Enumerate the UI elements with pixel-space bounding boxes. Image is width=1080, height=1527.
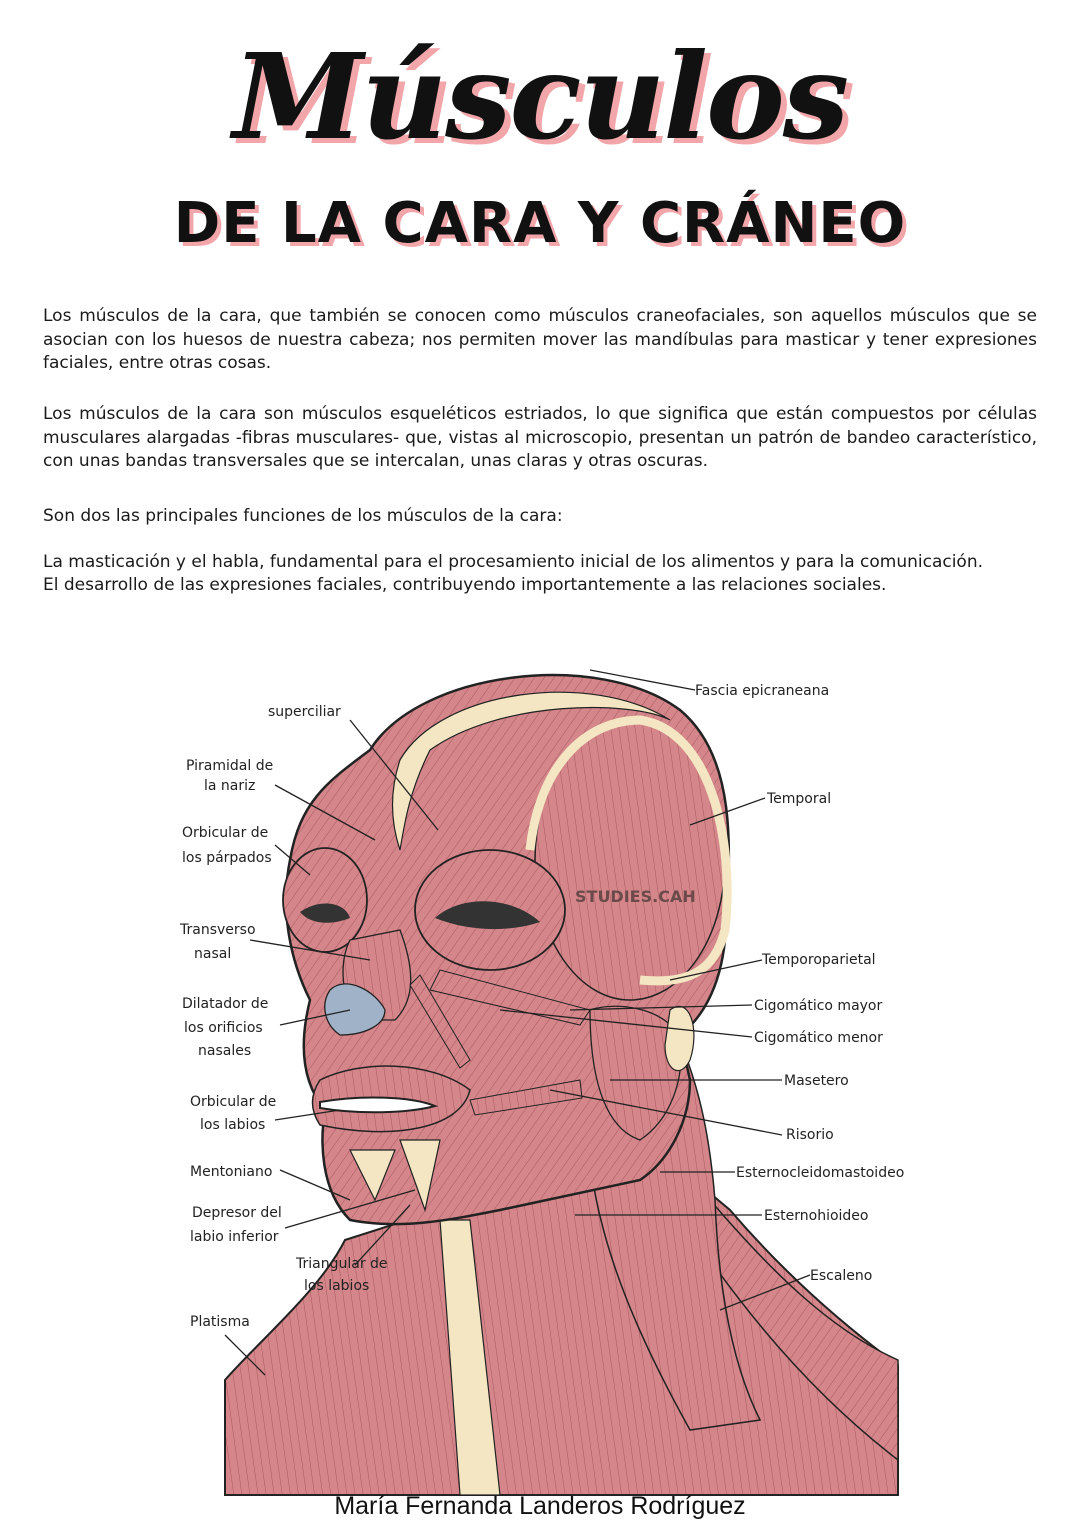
intro-paragraph: Los músculos de la cara, que también se conocen como músculos craneofaciales, son aquellos músculos que se asocian con los huesos de nuestra cabeza; nos permiten mover las mandíbulas para masticar y tener expresiones faciales, entre otras cosas. — [43, 306, 1037, 373]
label-triangular-2: los labios — [304, 1278, 370, 1294]
function-item-1: La masticación y el habla, fundamental para el procesamiento inicial de los alimentos y para la comunicación. — [43, 552, 984, 572]
face-muscles-illustration — [170, 640, 910, 1500]
functions-heading: Son dos las principales funciones de los músculos de la cara: — [43, 506, 563, 526]
structure-paragraph: Los músculos de la cara son músculos esqueléticos estriados, lo que significa que están compuestos por células musculares alargadas -fibras musculares- que, vistas al microscopio, presentan un patrón de bandeo característico, con unas bandas transversales que se intercalan, unas claras y otras oscuras. — [43, 404, 1037, 471]
label-esternocleidomastoideo: Esternocleidomastoideo — [736, 1165, 905, 1181]
label-escaleno: Escaleno — [810, 1268, 873, 1284]
label-orbicular-parpados-1: Orbicular de — [182, 825, 269, 841]
label-risorio: Risorio — [786, 1127, 834, 1143]
page-title: Músculos — [232, 27, 848, 166]
label-depresor-2: labio inferior — [190, 1229, 279, 1245]
ear — [665, 1006, 694, 1070]
label-temporoparietal: Temporoparietal — [762, 952, 876, 968]
label-dilatador-2: los orificios — [184, 1020, 263, 1036]
label-transverso-2: nasal — [194, 946, 232, 962]
label-transverso-1: Transverso — [180, 922, 256, 938]
label-esternohioideo: Esternohioideo — [764, 1208, 869, 1224]
label-cigomatico-menor: Cigomático menor — [754, 1030, 883, 1046]
label-orbicular-labios-2: los labios — [200, 1117, 266, 1133]
function-item-2: El desarrollo de las expresiones faciales, contribuyendo importantemente a las relaciones sociales. — [43, 575, 887, 595]
label-piramidal-2: la nariz — [204, 778, 256, 794]
watermark: STUDIES.CAH — [575, 887, 696, 906]
label-mentoniano: Mentoniano — [190, 1164, 273, 1180]
label-fascia: Fascia epicraneana — [695, 683, 830, 699]
author-name: María Fernanda Landeros Rodríguez — [334, 1492, 746, 1520]
label-orbicular-labios-1: Orbicular de — [190, 1094, 277, 1110]
orbicularis-oculi-left — [283, 848, 367, 952]
label-superciliar: superciliar — [268, 704, 341, 720]
label-masetero: Masetero — [784, 1073, 849, 1089]
label-dilatador-3: nasales — [198, 1043, 252, 1059]
label-orbicular-parpados-2: los párpados — [182, 850, 272, 866]
label-platisma: Platisma — [190, 1314, 250, 1330]
label-cigomatico-mayor: Cigomático mayor — [754, 998, 883, 1014]
page-subtitle: DE LA CARA Y CRÁNEO — [173, 191, 907, 256]
label-piramidal-1: Piramidal de — [186, 758, 274, 774]
label-depresor-1: Depresor del — [192, 1205, 282, 1221]
label-temporal: Temporal — [767, 791, 832, 807]
label-triangular-1: Triangular de — [296, 1256, 388, 1272]
label-dilatador-1: Dilatador de — [182, 996, 269, 1012]
